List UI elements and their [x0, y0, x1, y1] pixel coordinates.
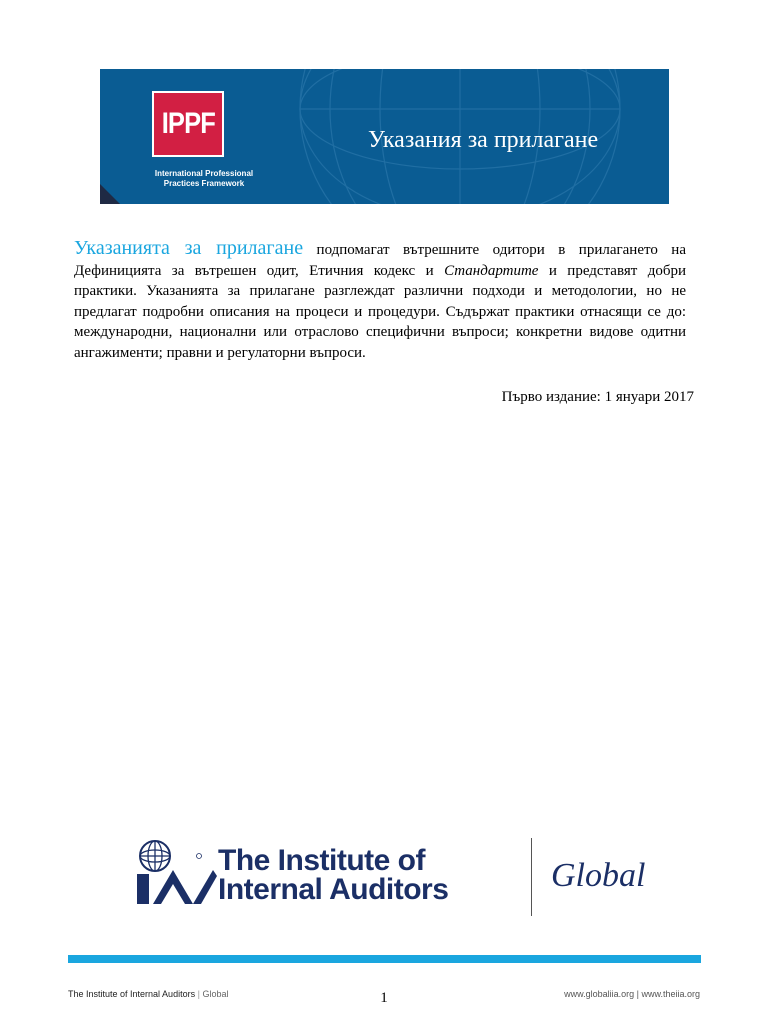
ippf-logo [152, 91, 224, 157]
banner-title: Указания за прилагане [368, 127, 599, 153]
intro-lead: Указанията за прилагане [74, 237, 304, 259]
banner-corner-notch [100, 184, 120, 204]
footer-websites: www.globaliia.org | www.theiia.org [564, 989, 700, 999]
edition-date: Първо издание: 1 януари 2017 [501, 389, 694, 405]
intro-text-part2: и представят добри практики. Указанията за прилагане разглеждат различни подходи и методологии, но не предлагат подробни описания на процеси и процедури. Съдържат практики отнасящи се до: международни, национални или отраслово специфични въпроси; конкретни видове одитни ангажименти; правни и регулаторни въпроси. [74, 262, 686, 361]
intro-standards-term: Стандартите [444, 262, 539, 279]
logo-divider [531, 838, 532, 916]
header-banner [100, 69, 669, 204]
footer-accent-bar [68, 955, 701, 963]
ippf-logo-caption: International Professional Practices Framework [154, 169, 254, 188]
intro-text-part1: подпомагат вътрешните одитори в прилагането на Дефиницията за вътрешен одит, Етичния кодекс и [74, 242, 686, 279]
intro-paragraph [74, 238, 686, 363]
ippf-logo-text: IPPF [161, 107, 215, 140]
iia-global-wordmark: Global [551, 857, 646, 894]
page-number: 1 [380, 990, 388, 1006]
footer-organization: The Institute of Internal Auditors | Global [68, 989, 229, 999]
iia-logo-wordmark: The Institute of Internal Auditors [218, 844, 449, 906]
